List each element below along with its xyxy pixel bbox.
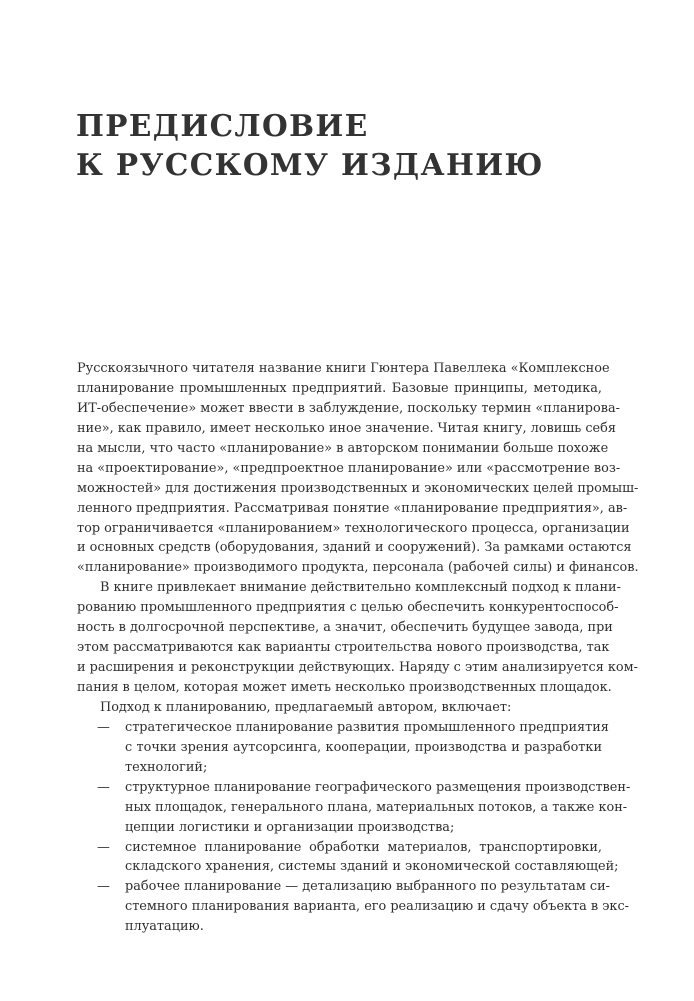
dash-marker: — — [97, 879, 110, 895]
text-line: В книге привлекает внимание действительно комплексный подход к плани- — [100, 580, 621, 596]
text-line: рованию промышленного предприятия с целью обеспечить конкурентоспособ- — [77, 600, 619, 616]
list-item — [77, 838, 619, 878]
text-line: планирование промышленных предприятий. Базовые принципы, методика, — [77, 380, 602, 396]
chapter-title-line-2: К РУССКОМУ ИЗДАНИЮ — [76, 147, 544, 182]
paragraph-2 — [77, 578, 638, 698]
text-line: ние», как правило, имеет несколько иное значение. Читая книгу, ловишь себя — [77, 420, 616, 436]
text-line: и расширения и реконструкции действующих. Наряду с этим анализируется ком- — [77, 660, 638, 676]
text-line: системное планирование обработки материалов, транспортировки, — [125, 839, 602, 855]
text-line: ных площадок, генерального плана, материальных потоков, а также кон- — [125, 799, 628, 815]
dash-marker: — — [97, 719, 110, 735]
body-text — [77, 359, 639, 937]
dash-marker: — — [97, 839, 110, 855]
text-line: и основных средств (оборудования, зданий и сооружений). За рамками остаются — [77, 540, 632, 556]
text-line: «планирование» производимого продукта, персонала (рабочей силы) и финансов. — [77, 560, 639, 576]
text-line: стратегическое планирование развития промышленного предприятия — [125, 719, 609, 735]
approach-list — [77, 718, 631, 937]
text-line: Подход к планированию, предлагаемый автором, включает: — [100, 699, 512, 715]
text-line: можностей» для достижения производственных и экономических целей промыш- — [77, 480, 639, 496]
list-item — [77, 877, 629, 937]
text-line: цепции логистики и организации производства; — [125, 819, 455, 835]
text-line: стемного планирования варианта, его реализацию и сдачу объекта в экс- — [125, 899, 629, 915]
paragraph-1 — [77, 359, 639, 578]
dash-marker: — — [97, 779, 110, 795]
text-line: на мысли, что часто «планирование» в авторском понимании больше похоже — [77, 440, 609, 456]
text-line: ленного предприятия. Рассматривая понятие «планирование предприятия», ав- — [77, 500, 628, 516]
text-line: структурное планирование географического размещения производствен- — [125, 779, 631, 795]
text-line: этом рассматриваются как варианты строительства нового производства, так — [77, 640, 610, 656]
text-line: пания в целом, которая может иметь несколько производственных площадок. — [77, 680, 612, 695]
text-line: ИТ-обеспечение» может ввести в заблуждение, поскольку термин «планирова- — [77, 400, 620, 416]
text-line: тор ограничивается «планированием» технологического процесса, организации — [77, 520, 630, 536]
text-line: с точки зрения аутсорсинга, кооперации, производства и разработки — [125, 739, 602, 755]
chapter-title — [76, 106, 544, 184]
paragraph-3 — [77, 698, 602, 718]
list-item — [77, 718, 609, 778]
list-item — [77, 778, 631, 838]
chapter-title-line-1: ПРЕДИСЛОВИЕ — [76, 108, 369, 143]
text-line: технологий; — [125, 759, 208, 775]
text-line: на «проектирование», «предпроектное планирование» или «рассмотрение воз- — [77, 460, 621, 476]
text-line: складского хранения, системы зданий и экономической составляющей; — [125, 859, 619, 875]
text-line: ность в долгосрочной перспективе, а значит, обеспечить будущее завода, при — [77, 620, 613, 636]
text-line: рабочее планирование — детализацию выбранного по результатам си- — [125, 879, 610, 895]
text-line: Русскоязычного читателя название книги Гюнтера Павеллека «Комплексное — [77, 361, 610, 376]
text-line: плуатацию. — [125, 919, 204, 935]
